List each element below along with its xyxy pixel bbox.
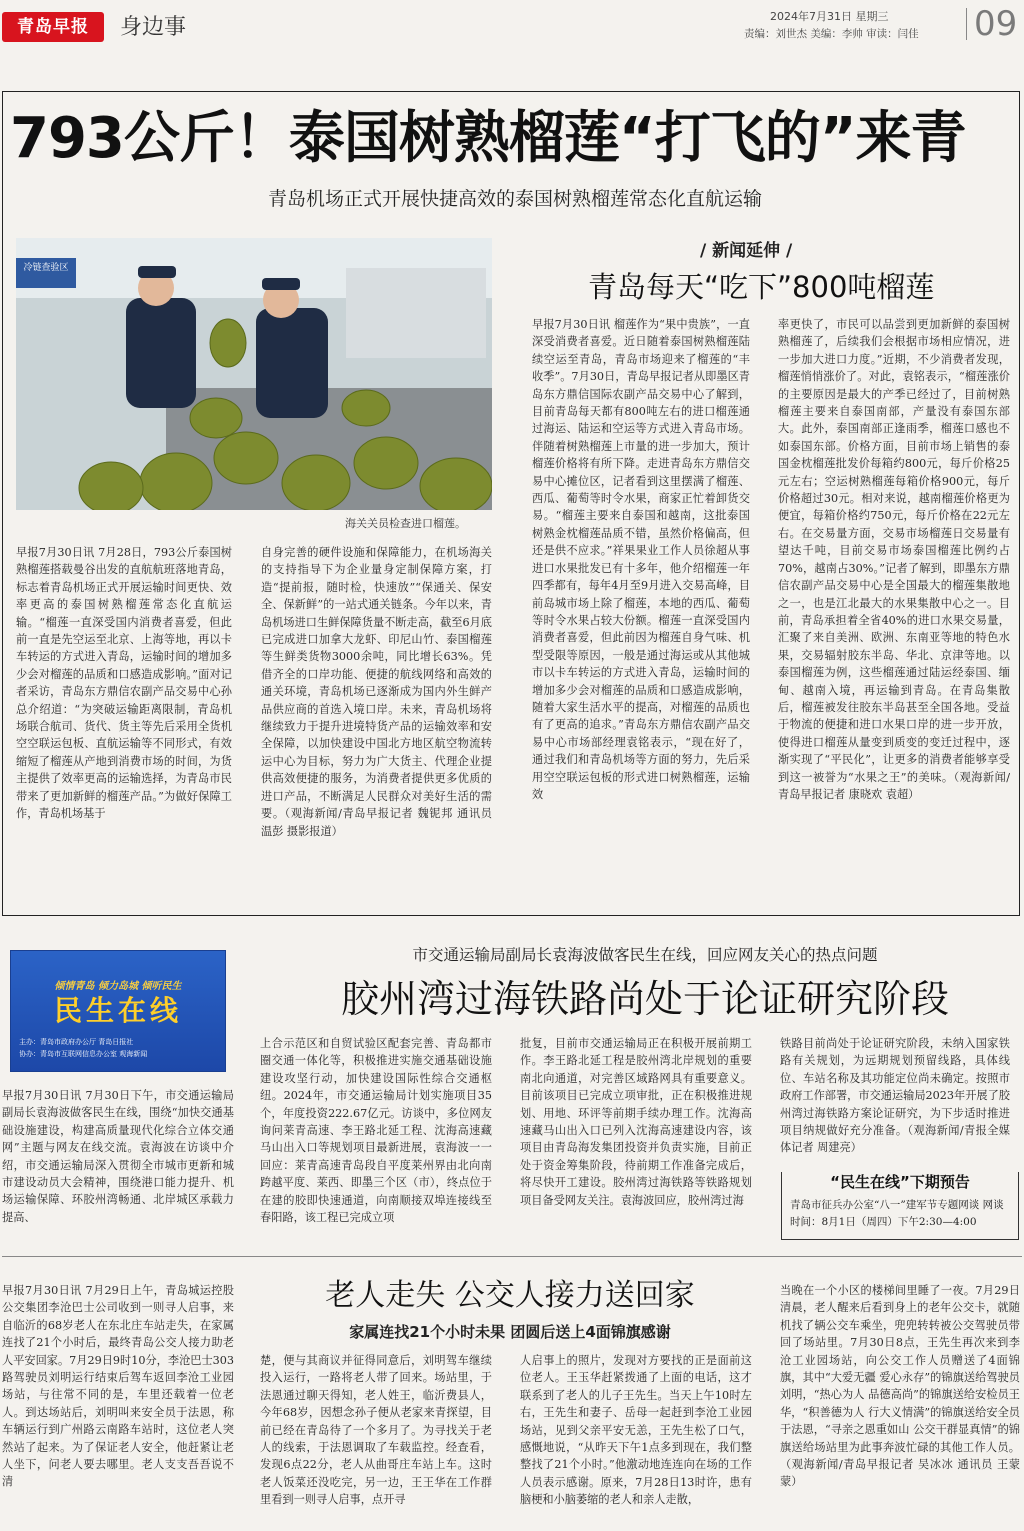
story2-column-1 bbox=[2, 1087, 234, 1245]
story3-col2-text: 楚，便与其商议并征得同意后，刘明驾车继续投入运行，一路将老人带了回来。场站里，于法恩通过聊天得知，老人姓王，临沂费县人，今年68岁，因想念孙子便从老家来青探望，目前已经在青岛待了一个多月了。为寻找关于老人的线索，于法恩调取了车载监控。经查看，发现6点22分，老人从曲哥庄车站上车。这时老人饭菜还没吃完，另一边，王王华在工作群里看到一则寻人启事，点开寻 bbox=[260, 1354, 492, 1507]
story2-kicker: 市交通运输局副局长袁海波做客民生在线，回应网友关心的热点问题 bbox=[412, 946, 878, 964]
story1-side-label: / 新闻延伸 / bbox=[700, 241, 793, 261]
story2-column-3 bbox=[520, 1035, 752, 1245]
masthead-divider bbox=[966, 8, 967, 40]
preview-title: “民生在线”下期预告 bbox=[782, 1171, 1018, 1192]
story1-subheadline: 青岛机场正式开展快捷高效的泰国树熟榴莲常态化直航运输 bbox=[267, 188, 762, 210]
story1-photo-sign: 冷链查验区 bbox=[23, 263, 69, 273]
story3-column-4 bbox=[780, 1282, 1020, 1528]
story2-bottom-rule bbox=[2, 1256, 1022, 1257]
story1-column-2 bbox=[261, 544, 492, 899]
story2-col1-text: 早报7月30日讯 7月30日下午，市交通运输局副局长袁海波做客民生在线，围绕“加快交通基础设施建设，构建高质量现代化综合立体交通网”主题与网友在线交流。袁海波在访谈中介绍，市交通运输局深入贯彻全市城市更新和城市建设动员大会精神，围绕港口能力提升、机场运输保障、环胶州湾畅通、北岸城区承载力提高、 bbox=[2, 1089, 234, 1224]
masthead bbox=[0, 0, 1024, 48]
preview-box bbox=[781, 1172, 1019, 1240]
masthead-date: 2024年7月31日 星期三 bbox=[770, 10, 889, 23]
story1-column-3 bbox=[532, 316, 750, 898]
masthead-editors: 责编：刘世杰 美编：李帅 审读：闫佳 bbox=[744, 28, 919, 40]
masthead-logo bbox=[2, 12, 104, 42]
story1-headline: 793公斤！泰国树熟榴莲“打飞的”来青 bbox=[10, 106, 966, 171]
minsheng-badge-tagline: 倾情青岛 倾力岛城 倾听民生 bbox=[54, 981, 182, 992]
story2-column-4 bbox=[780, 1035, 1010, 1157]
story1-column-4 bbox=[778, 316, 1010, 898]
story1-col3-text: 早报7月30日讯 榴莲作为“果中贵族”，一直深受消费者喜爱。近日随着泰国树熟榴莲陆续空运至青岛，青岛市场迎来了榴莲的“丰收季”。7月30日，青岛早报记者从即墨区青岛东方鼎信国际农副产品交易中心了解到，目前青岛每天都有800吨左右的进口榴莲通过海运、陆运和空运等方式进入青岛市场。伴随着树熟榴莲上市量的进一步加大，预计榴莲价格将有所下降。走进青岛东方鼎信交易中心摊位区，记者看到这里摆满了榴莲、西瓜、葡萄等时令水果，商家正忙着卸货交易。“榴莲主要来自泰国和越南，这批泰国树熟金枕榴莲品质不错，虽然价格偏高，但还是供不应求。”祥果果业工作人员徐超从事进口水果批发已有十多年，他介绍榴莲一年四季都有，每年4月至9月进入交易高峰，目前岛城市场上除了榴莲，本地的西瓜、葡萄等时令水果占较大份额。榴莲一直深受国内消费者喜爱，但此前因为榴莲自身气味、机型受限等原因，一般是通过海运或从其他城市以卡车转运的方式进入青岛，运输时间的增加多少会对榴莲的品质和口感造成影响，随着大家生活水平的提高，对榴莲的品质也有了更高的追求。”青岛东方鼎信农副产品交易中心市场部经理袁铭表示，“现在好了，通过我们和青岛机场等方面的努力，先后采用空空联运包板的形式进口树熟榴莲，运输效 bbox=[532, 318, 750, 801]
story2-col4-text: 铁路目前尚处于论证研究阶段，未纳入国家铁路有关规划，为远期规划预留线路，具体线位、车站名称及其功能定位尚未确定。按照市政府工作部署，市交通运输局2023年开展了胶州湾过海铁路方案论证研究，为下步适时推进项目纳规做好充分准备。（观海新闻/青报全媒体记者 周建亮） bbox=[780, 1037, 1010, 1155]
story3-subheadline: 家属连找21个小时未果 团圆后送上4面锦旗感谢 bbox=[349, 1323, 671, 1341]
story3-col3-text: 人启事上的照片，发现对方要找的正是面前这位老人。王玉华赶紧拨通了上面的电话，这才联系到了老人的儿子王先生。当天上午10时左右，王先生和妻子、岳母一起赶到李沧工业园场站，见到父亲平安无恙，王先生松了口气，感慨地说，“从昨天下午1点多到现在，我们整整找了21个小时。”他激动地连连向在场的工作人员表示感谢。原来，7月28日13时许，患有脑梗和小脑萎缩的老人和亲人走散， bbox=[520, 1354, 752, 1507]
story2-column-2 bbox=[260, 1035, 492, 1245]
story1-col2-text: 自身完善的硬件设施和保障能力，在机场海关的支持指导下为企业量身定制保障方案，打造“提前报，随时检，快速放”“保通关、保安全、保新鲜”的一站式通关链条。今年以来，青岛机场进口生鲜保障货量不断走高，截至6月底已完成进口加拿大龙虾、印尼山竹、泰国榴莲等生鲜类货物3000余吨，同比增长63%。凭借齐全的口岸功能、便捷的航线网络和高效的通关环境，青岛机场已逐渐成为国内外生鲜产品供应商的首选入境口岸。未来，青岛机场将继续致力于提升进境特货产品的运输效率和安全保障，以加快建设中国北方地区航空物流转运中心为目标，努力为广大货主、代理企业提供高效便捷的服务，为消费者提供更多优质的进口产品，不断满足人民群众对美好生活的需要。（观海新闻/青岛早报记者 魏铌邦 通讯员 温彭 摄影报道） bbox=[261, 546, 492, 838]
minsheng-badge-line-1: 主办：青岛市政府办公厅 青岛日报社 bbox=[19, 1038, 134, 1046]
story1-photo bbox=[16, 238, 492, 510]
story3-column-1 bbox=[2, 1282, 234, 1528]
story1-side-headline: 青岛每天“吃下”800吨榴莲 bbox=[588, 270, 935, 304]
minsheng-badge bbox=[10, 950, 226, 1072]
preview-body: 青岛市征兵办公室“八一”建军节专题网谈 网谈时间：8月1日（周四）下午2:30—4:00 bbox=[790, 1199, 1004, 1228]
page-number: 09 bbox=[974, 4, 1018, 44]
story3-col4-text: 当晚在一个小区的楼梯间里睡了一夜。7月29日清晨，老人醒来后看到身上的老年公交卡，就随机找了辆公交车乘坐，兜兜转转被公交驾驶员带回了场站里。7月30日8点，王先生再次来到李沧工业园场站，向公交工作人员赠送了4面锦旗，其中“大爱无疆 爱心永存”的锦旗送给驾驶员刘明，“热心为人 品德高尚”的锦旗送给安检员王华，“积善德为人 行大义情满”的锦旗送给安全员于法恩，“寻亲之恩重如山 公交干群显真情”的锦旗送给场站里为此事奔波忙碌的其他工作人员。（观海新闻/青岛早报记者 吴冰冰 通讯员 王蒙蒙） bbox=[780, 1284, 1020, 1489]
story3-column-2 bbox=[260, 1352, 492, 1528]
story1-photo-illustration bbox=[16, 238, 492, 510]
minsheng-badge-line-2: 协办：青岛市互联网信息办公室 观海新闻 bbox=[19, 1050, 148, 1058]
story2-col2-text: 上合示范区和自贸试验区配套完善、青岛都市圈交通一体化等，积极推进实施交通基础设施建设攻坚行动，加快建设国际性综合交通枢纽。2024年，市交通运输局计划实施项目35个，年度投资222.67亿元。访谈中，多位网友询问莱青高速、李王路北延工程、沈海高速藏马山出入口等规划项目最新进展，袁海波一一回应：莱青高速青岛段自平度莱州界由北向南跨越平度、莱西、即墨三个区（市），终点位于在建的胶即快速通道，向南顺接双埠连接线至春阳路，该工程已完成立项 bbox=[260, 1037, 492, 1225]
story1-photo-caption: 海关关员检查进口榴莲。 bbox=[345, 517, 466, 530]
story2-col3-text: 批复，目前市交通运输局正在积极开展前期工作。李王路北延工程是胶州湾北岸规划的重要南北向通道，对完善区域路网具有重要意义。目前该项目已完成立项审批，正在积极推进规划、用地、环评等前期手续办理工作。沈海高速藏马山出入口已列入沈海高速建设内容，该项目由青岛海发集团投资并负责实施，目前正处于资金筹集阶段，待前期工作准备完成后，将尽快开工建设。胶州湾过海铁路等铁路规划项目备受网友关注。袁海波回应，胶州湾过海 bbox=[520, 1037, 752, 1207]
story1-column-1 bbox=[16, 544, 232, 899]
story3-headline: 老人走失 公交人接力送回家 bbox=[325, 1278, 695, 1313]
story3-col1-text: 早报7月30日讯 7月29日上午，青岛城运控股公交集团李沧巴士公司收到一则寻人启事，来自临沂的68岁老人在东北庄车站走失，在家属连找了21个小时后，最终青岛公交人接力助老人平安回家。7月29日9时10分，李沧巴士303路驾驶员刘明运行结束后驾车返回李沧工业园场站，与往常不同的是，车里还载着一位老人。到达场站后，刘明叫来安全员于法恩，称车辆运行到广州路云南路车站时，这位老人突然站了起来。为了保证老人安全，他赶紧让老人坐下，问老人要去哪里。老人支支吾吾说不清 bbox=[2, 1284, 234, 1489]
masthead-logo-text: 青岛早报 bbox=[17, 17, 89, 37]
masthead-section-title: 身边事 bbox=[120, 15, 187, 40]
story2-headline: 胶州湾过海铁路尚处于论证研究阶段 bbox=[340, 977, 949, 1021]
minsheng-badge-title: 民生在线 bbox=[53, 994, 182, 1027]
story3-column-3 bbox=[520, 1352, 752, 1528]
story1-col4-text: 率更快了，市民可以品尝到更加新鲜的泰国树熟榴莲了，后续我们会根据市场相应情况，进一步加大进口力度。”近期，不少消费者发现，榴莲悄悄涨价了。对此，袁铭表示，“榴莲涨价的主要原因是最大的产季已经过了，目前树熟榴莲主要来自泰国南部，产量没有泰国东部大。此外，泰国南部正逢雨季，榴莲口感也不如泰国东部。价格方面，目前市场上销售的泰国金枕榴莲批发价每箱约800元，每斤价格25元左右；空运树熟榴莲每箱价格900元，每斤价格超过30元。相对来说，越南榴莲价格更为便宜，每箱价格约750元，每斤价格在22元左右。在交易量方面，交易市场榴莲日交易量有望达千吨，目前交易市场泰国榴莲比例约占70%，越南占30%。”记者了解到，即墨东方鼎信农副产品交易中心是全国最大的榴莲集散地之一，也是江北最大的水果集散中心之一。目前，青岛承担着全省40%的进口水果交易量，汇聚了来自美洲、欧洲、东南亚等地的特色水果，交易辐射胶东半岛、华北、京津等地。以泰国榴莲为例，这些榴莲通过陆运经泰国、缅甸、越南入境，再运输到青岛。在青岛集散后，榴莲被发往胶东半岛甚至全国各地。受益于物流的便捷和进口水果口岸的进一步开放，使得进口榴莲从量变到质变的变迁过程中，逐渐实现了“平民化”，让更多的消费者能够享受到这一被誉为“水果之王”的美味。（观海新闻/青岛早报记者 康晓欢 袁超） bbox=[778, 318, 1010, 801]
story1-col1-text: 早报7月30日讯 7月28日，793公斤泰国树熟榴莲搭载曼谷出发的直航航班落地青岛，标志着青岛机场正式开展运输时间更快、效率更高的泰国树熟榴莲常态化直航运输。“榴莲一直深受国内消费者喜爱，但此前一直是先空运至北京、上海等地，再以卡车转运的方式进入青岛，运输时间的增加多少会对榴莲的品质和口感造成影响。”面对记者采访，青岛东方鼎信农副产品交易中心孙总介绍道：“为突破运输距离限制，青岛机场联合航司、货代、货主等先后采用全货机空空联运包板、直航运输等不同形式，有效缩短了榴莲从产地到消费市场的时间，为货主提供了效率更高的运输选择，为青岛市民带来了更加新鲜的榴莲产品。”为做好保障工作，青岛机场基于 bbox=[16, 546, 232, 821]
